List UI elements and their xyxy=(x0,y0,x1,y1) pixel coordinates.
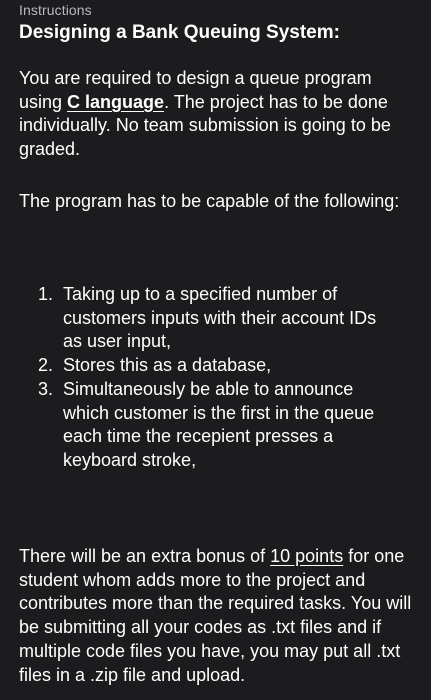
list-item-number: 3. xyxy=(38,378,54,399)
requirements-list xyxy=(19,283,399,473)
bonus-text-start: There will be an extra bonus of xyxy=(19,546,271,566)
list-item xyxy=(19,354,399,378)
bonus-points-emphasis: 10 points xyxy=(270,546,344,566)
list-item xyxy=(19,283,399,354)
list-item-text: Taking up to a specified number of customers inputs with their account IDs as user input, xyxy=(63,284,377,352)
intro-paragraph xyxy=(19,67,417,162)
intro-text-end: . The project has to be done individually. No team submission is going to be graded. xyxy=(19,91,391,160)
page-title: Designing a Bank Queuing System: xyxy=(19,22,340,43)
list-item-text: Stores this as a database, xyxy=(63,355,272,376)
bonus-paragraph xyxy=(19,545,417,687)
capabilities-intro: The program has to be capable of the following: xyxy=(19,191,400,211)
list-item-text: Simultaneously be able to announce which customer is the first in the queue each time the recepient presses a keyboard stroke, xyxy=(63,378,375,470)
section-label: Instructions xyxy=(19,2,92,18)
list-item-number: 2. xyxy=(38,355,54,376)
list-item-number: 1. xyxy=(38,284,54,304)
list-item xyxy=(19,378,399,473)
intro-text-start: You are required to design a queue program using xyxy=(19,68,372,112)
c-language-emphasis: C language xyxy=(67,91,165,112)
bonus-text-end: for one student whom adds more to the project and contributes more than the required tasks. You will be submitting all your codes as .txt files and if multiple code files you have, you may put all .txt files in a .zip file and upload. xyxy=(19,546,412,685)
